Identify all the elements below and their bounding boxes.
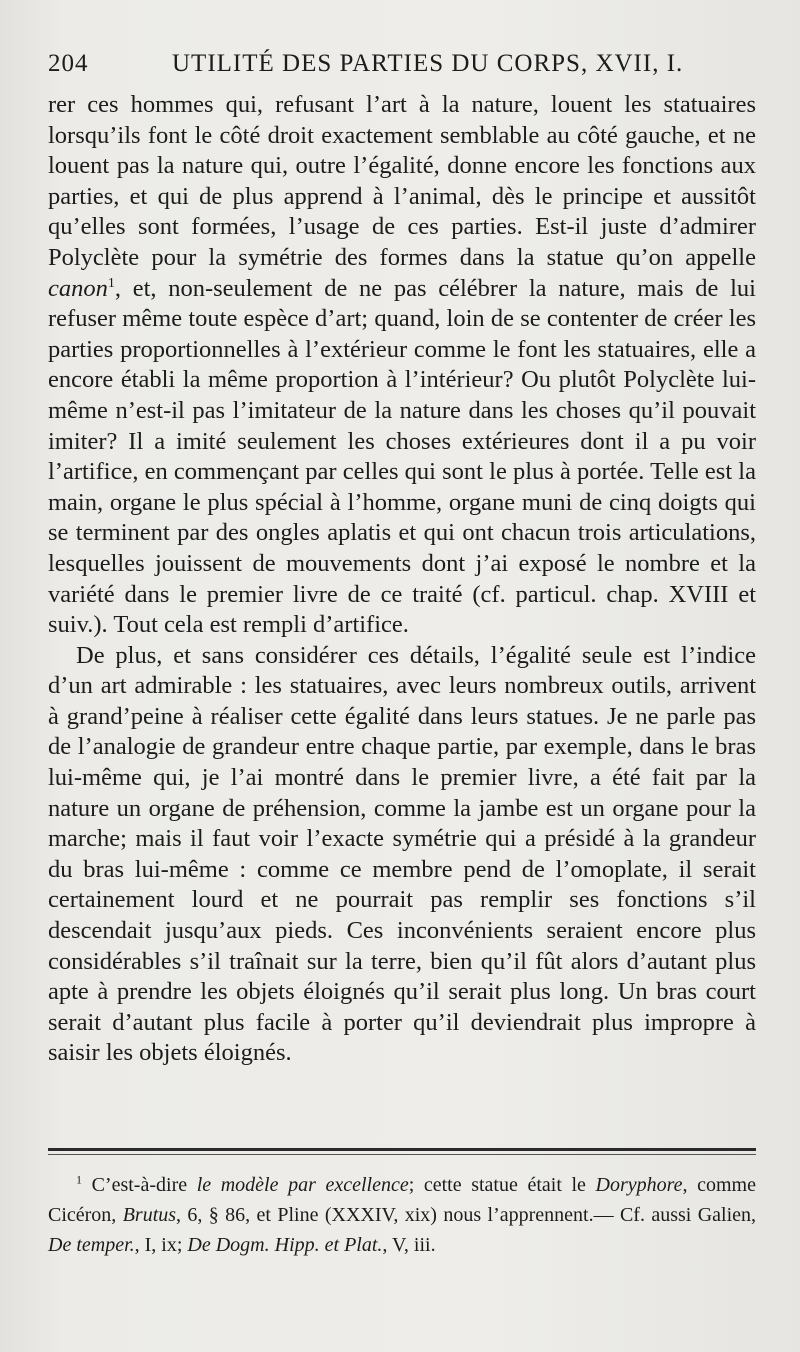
paragraph-1-part-b: , et, non-seulement de ne pas célébrer la nature, mais de lui refuser même toute espèce d’art; quand, loin de se contenter de créer les parties proportionnelles à l’extérieur comme le font les statuaires, elle a encore établi la même proportion à l’intérieur? Ou plutôt Polyclète lui-même n’est-il pas l’imitateur de la nature dans les choses qu’il pouvait imiter? Il a imité seulement les choses extérieures dont il a pu voir l’artifice, en commençant par celles qui sont le plus à portée. Telle est la main, organe le plus spécial à l’homme, organe muni de cinq doigts qui se terminent par des ongles aplatis et qui ont chacun trois articulations, lesquelles jouissent de mouvements dont j’ai exposé le nombre et la variété dans le premier livre de ce traité (cf. particul. chap. XVIII et suiv.). Tout cela est rempli d’artifice. — [48, 274, 756, 639]
footnote-text-4: , 6, § 86, et Pline (XXXIV, xix) nous l’apprennent.— Cf. aussi Galien, — [176, 1204, 757, 1226]
running-head — [48, 50, 748, 84]
main-text — [48, 90, 756, 1069]
footnote-text-3: , comme Cicéron, — [48, 1174, 756, 1226]
paragraph-1-part-a: rer ces hommes qui, refusant l’art à la nature, louent les statuaires lorsqu’ils font le côté droit exactement semblable au côté gauche, et ne louent pas la nature qui, outre l’égalité, donne encore les fonctions aux parties, et qui de plus apprend à l’animal, dès le principe et aussitôt qu’elles sont formées, l’usage de ces parties. Est-il juste d’admirer Polyclète pour la symétrie des formes dans la statue qu’on appelle — [48, 91, 756, 271]
paragraph-1 — [48, 90, 756, 641]
footnote-italic-5: De Dogm. Hipp. et Plat. — [187, 1234, 383, 1256]
footnote-italic-1: le modèle par excellence — [196, 1174, 409, 1196]
footnote-italic-4: De temper. — [48, 1234, 135, 1256]
footnote-ref: 1 — [107, 275, 115, 291]
footnote-text-1: C’est-à-dire — [91, 1174, 197, 1196]
footnote-marker: 1 — [76, 1172, 82, 1187]
canon-term: canon — [48, 274, 108, 302]
footnote-italic-2: Doryphore — [595, 1174, 683, 1196]
running-title: UTILITÉ DES PARTIES DU CORPS, XVII, I. — [172, 50, 684, 77]
page-number: 204 — [48, 50, 89, 77]
footnote-text-2: ; cette statue était le — [408, 1174, 596, 1196]
footnote-text-6: , V, iii. — [382, 1234, 436, 1256]
paragraph-2: De plus, et sans considérer ces détails, l’égalité seule est l’indice d’un art admirable : les statuaires, avec leurs nombreux outils, arrivent à grand’peine à réaliser cette égalité dans leurs statues. Je ne parle pas de l’analogie de grandeur entre chaque partie, par exemple, dans le bras lui-même qui, je l’ai montré dans le premier livre, a été fait par la nature un organe de préhension, comme la jambe est un organe pour la marche; mais il faut voir l’exacte symétrie qui a présidé à la grandeur du bras lui-même : comme ce membre pend de l’omoplate, il serait certainement lourd et ne pourrait pas remplir ses fonctions s’il descendait jusqu’aux pieds. Ces inconvénients seraient encore plus considérables s’il traînait sur la terre, bien qu’il fût alors d’autant plus apte à prendre les objets éloignés qu’il serait plus long. Un bras court serait d’autant plus facile à porter qu’il deviendrait plus impropre à saisir les objets éloignés. — [48, 641, 756, 1067]
footnote-rule — [48, 1148, 756, 1151]
footnote-text-5: , I, ix; — [134, 1234, 188, 1256]
footnote-italic-3: Brutus — [122, 1204, 177, 1226]
footnote — [48, 1170, 756, 1260]
